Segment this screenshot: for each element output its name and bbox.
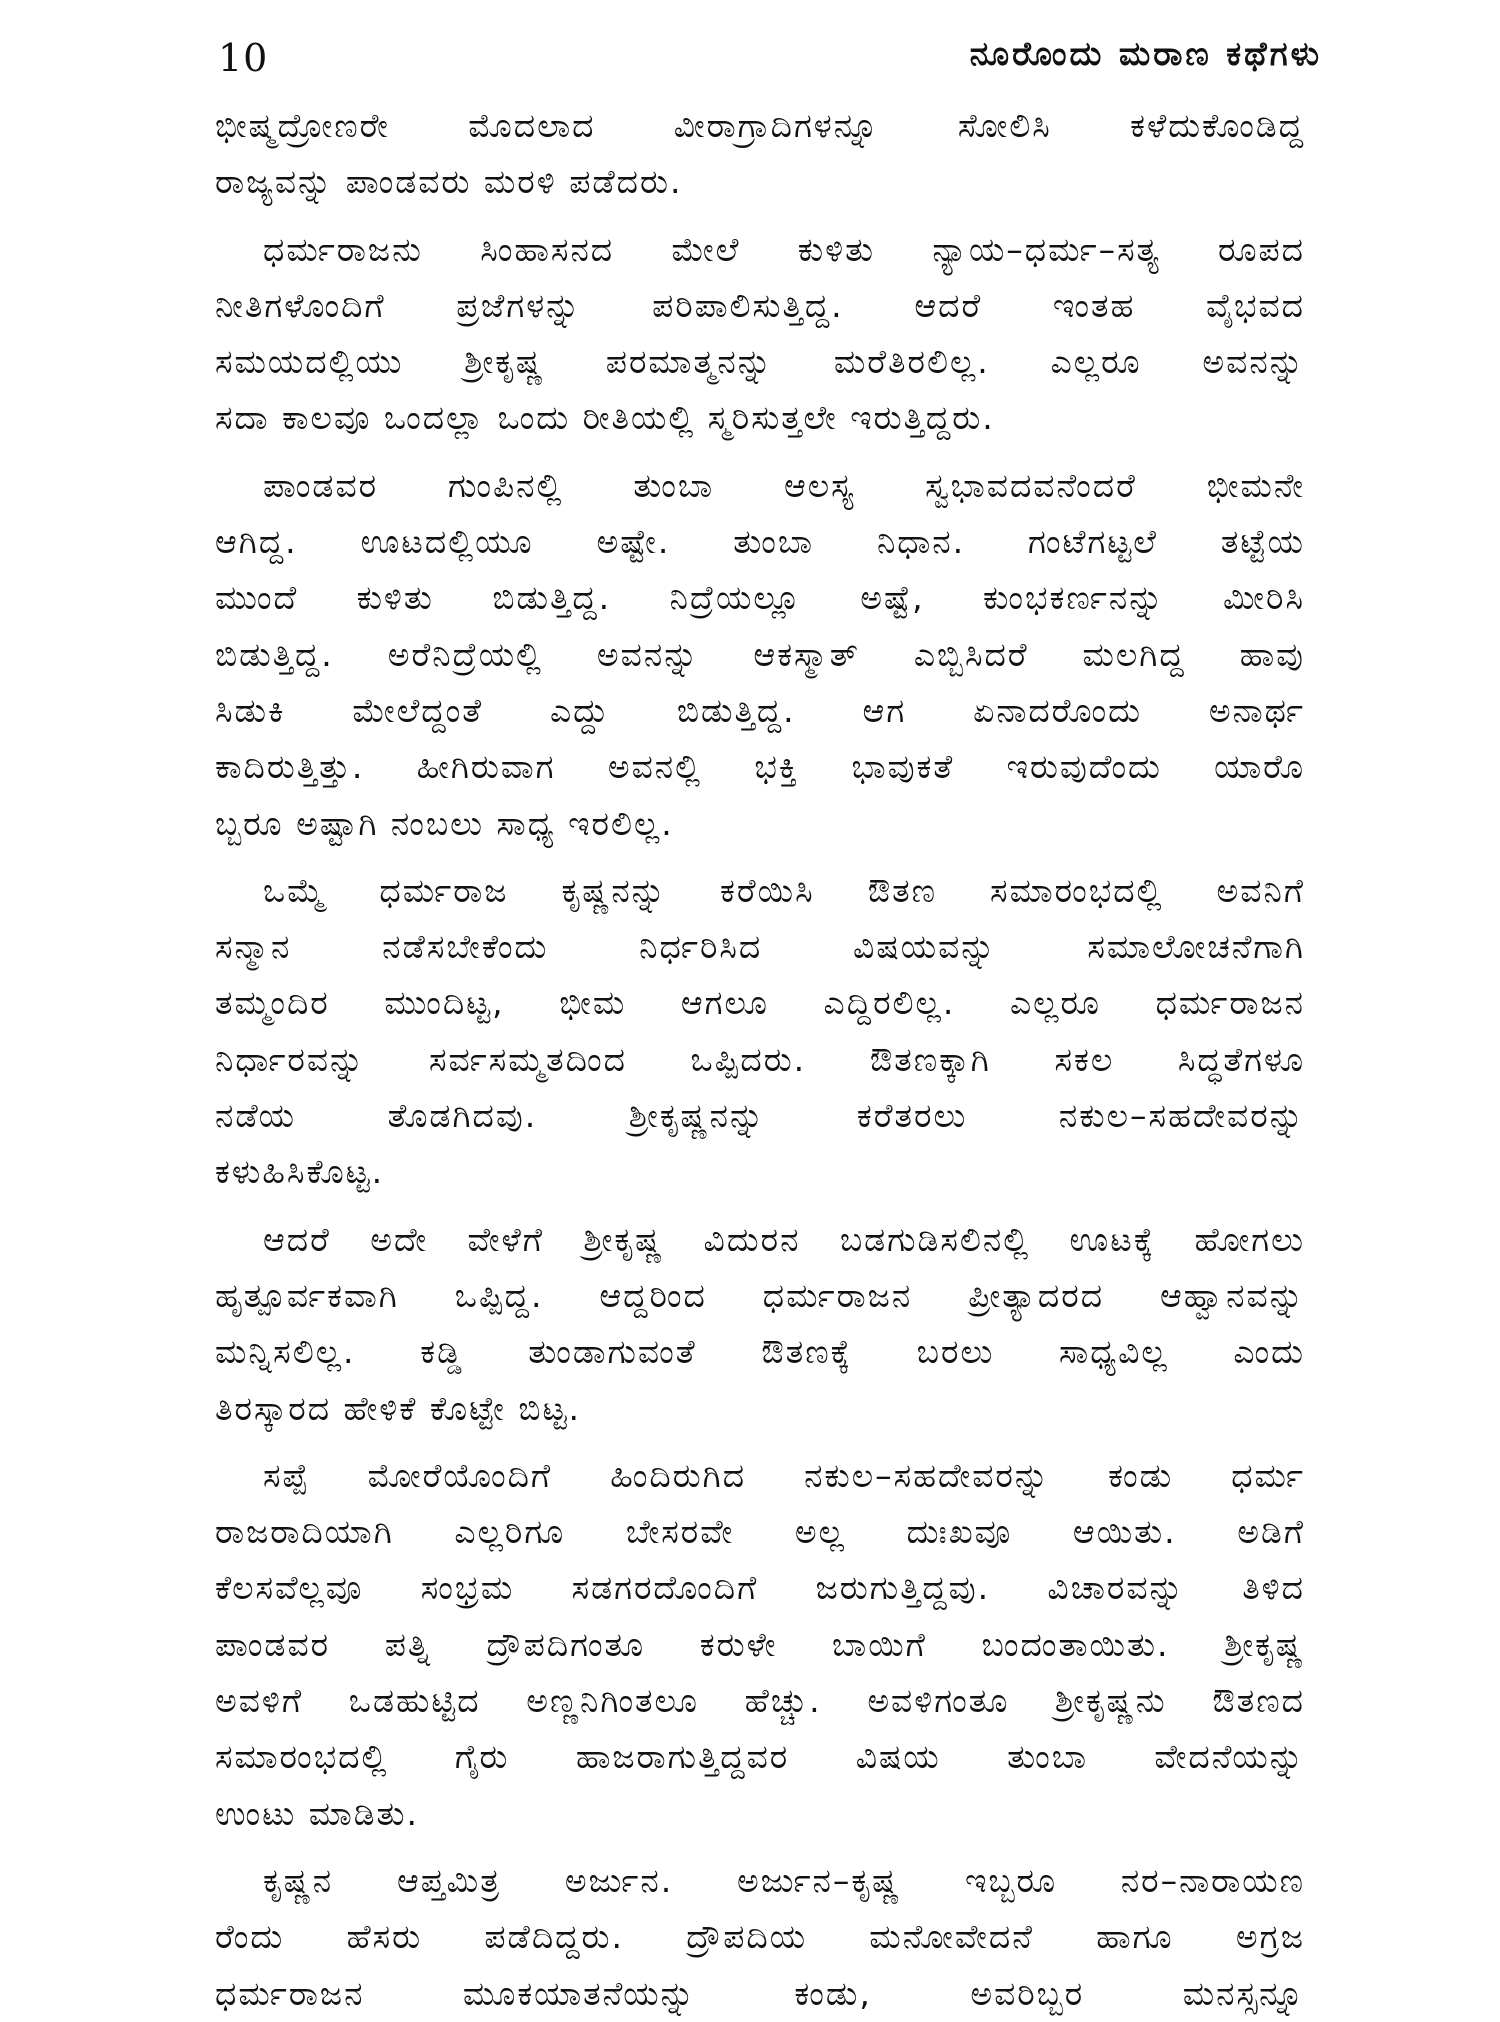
text-line: ಧರ್ಮರಾಜನ ಮೂಕಯಾತನೆಯನ್ನು ಕಂಡು, ಅವರಿಬ್ಬರ ಮನಸ್ಸನ್ನೂ (215, 1973, 1305, 2013)
text-line: ಕಳುಹಿಸಿಕೊಟ್ಟ. (215, 1152, 385, 1192)
body-text (215, 98, 1305, 2022)
running-title: ನೂರೊಂದು ಮರಾಣ ಕಥೆಗಳು (969, 34, 1322, 73)
text-line: ನಡೆಯ ತೊಡಗಿದವು. ಶ್ರೀಕೃಷ್ಣನನ್ನು ಕರೆತರಲು ನಕುಲ–ಸಹದೇವರನ್ನು (215, 1096, 1305, 1136)
text-line: ಸದಾ ಕಾಲವೂ ಒಂದಲ್ಲಾ ಒಂದು ರೀತಿಯಲ್ಲಿ ಸ್ಮರಿಸುತ್ತಲೇ ಇರುತ್ತಿದ್ದರು. (215, 398, 995, 438)
text-line: ಧರ್ಮರಾಜನು ಸಿಂಹಾಸನದ ಮೇಲೆ ಕುಳಿತು ನ್ಯಾಯ–ಧರ್ಮ–ಸತ್ಯ ರೂಪದ (263, 229, 1305, 269)
text-line: ತಿರಸ್ಕಾರದ ಹೇಳಿಕೆ ಕೊಟ್ಟೇ ಬಿಟ್ಟ. (215, 1388, 581, 1428)
text-line: ರೆಂದು ಹೆಸರು ಪಡೆದಿದ್ದರು. ದ್ರೌಪದಿಯ ಮನೋವೇದನೆ ಹಾಗೂ ಅಗ್ರಜ (215, 1917, 1305, 1957)
text-line: ಉಂಟು ಮಾಡಿತು. (215, 1793, 420, 1833)
text-line: ಸಮಯದಲ್ಲಿಯು ಶ್ರೀಕೃಷ್ಣ ಪರಮಾತ್ಮನನ್ನು ಮರೆತಿರಲಿಲ್ಲ. ಎಲ್ಲರೂ ಅವನನ್ನು (215, 342, 1305, 382)
text-line: ತಮ್ಮಂದಿರ ಮುಂದಿಟ್ಟ, ಭೀಮ ಆಗಲೂ ಎದ್ದಿರಲಿಲ್ಲ. ಎಲ್ಲರೂ ಧರ್ಮರಾಜನ (215, 983, 1305, 1023)
page-number: 10 (218, 36, 269, 80)
text-line: ಪಾಂಡವರ ಗುಂಪಿನಲ್ಲಿ ತುಂಬಾ ಆಲಸ್ಯ ಸ್ವಭಾವದವನೆಂದರೆ ಭೀಮನೇ (263, 465, 1305, 505)
text-line: ಪಾಂಡವರ ಪತ್ನಿ ದ್ರೌಪದಿಗಂತೂ ಕರುಳೇ ಬಾಯಿಗೆ ಬಂದಂತಾಯಿತು. ಶ್ರೀಕೃಷ್ಣ (215, 1624, 1305, 1664)
text-line: ಅವಳಿಗೆ ಒಡಹುಟ್ಟಿದ ಅಣ್ಣನಿಗಿಂತಲೂ ಹೆಚ್ಚು. ಅವಳಿಗಂತೂ ಶ್ರೀಕೃಷ್ಣನು ಔತಣದ (215, 1681, 1305, 1721)
text-line: ಭೀಷ್ಮದ್ರೋಣರೇ ಮೊದಲಾದ ವೀರಾಗ್ರಾದಿಗಳನ್ನೂ ಸೋಲಿಸಿ ಕಳೆದುಕೊಂಡಿದ್ದ (215, 106, 1305, 145)
text-line: ಆಗಿದ್ದ. ಊಟದಲ್ಲಿಯೂ ಅಷ್ಟೇ. ತುಂಬಾ ನಿಧಾನ. ಗಂಟೆಗಟ್ಟಲೆ ತಟ್ಟೆಯ (215, 522, 1305, 562)
text-line: ನಿರ್ಧಾರವನ್ನು ಸರ್ವಸಮ್ಮತದಿಂದ ಒಪ್ಪಿದರು. ಔತಣಕ್ಕಾಗಿ ಸಕಲ ಸಿದ್ಧತೆಗಳೂ (215, 1039, 1305, 1079)
text-line: ರಾಜರಾದಿಯಾಗಿ ಎಲ್ಲರಿಗೂ ಬೇಸರವೇ ಅಲ್ಲ ದುಃಖವೂ ಆಯಿತು. ಅಡಿಗೆ (215, 1512, 1305, 1552)
text-line: ರಾಜ್ಯವನ್ನು ಪಾಂಡವರು ಮರಳಿ ಪಡೆದರು. (215, 162, 683, 202)
text-line: ಒಮ್ಮೆ ಧರ್ಮರಾಜ ಕೃಷ್ಣನನ್ನು ಕರೆಯಿಸಿ ಔತಣ ಸಮಾರಂಭದಲ್ಲಿ ಅವನಿಗೆ (263, 870, 1305, 910)
text-line: ಕಾದಿರುತ್ತಿತ್ತು. ಹೀಗಿರುವಾಗ ಅವನಲ್ಲಿ ಭಕ್ತಿ ಭಾವುಕತೆ ಇರುವುದೆಂದು ಯಾರೊ (215, 747, 1305, 787)
text-line: ಕೆಲಸವೆಲ್ಲವೂ ಸಂಭ್ರಮ ಸಡಗರದೊಂದಿಗೆ ಜರುಗುತ್ತಿದ್ದವು. ವಿಚಾರವನ್ನು ತಿಳಿದ (215, 1568, 1305, 1608)
text-line: ಬಿಡುತ್ತಿದ್ದ. ಅರೆನಿದ್ರೆಯಲ್ಲಿ ಅವನನ್ನು ಆಕಸ್ಮಾತ್ ಎಬ್ಬಿಸಿದರೆ ಮಲಗಿದ್ದ ಹಾವು (215, 634, 1305, 674)
text-line: ಸಮಾರಂಭದಲ್ಲಿ ಗೈರು ಹಾಜರಾಗುತ್ತಿದ್ದವರ ವಿಷಯ ತುಂಬಾ ವೇದನೆಯನ್ನು (215, 1737, 1305, 1777)
text-line: ಬ್ಬರೂ ಅಷ್ಟಾಗಿ ನಂಬಲು ಸಾಧ್ಯ ಇರಲಿಲ್ಲ. (215, 803, 674, 843)
text-line: ನೀತಿಗಳೊಂದಿಗೆ ಪ್ರಜೆಗಳನ್ನು ಪರಿಪಾಲಿಸುತ್ತಿದ್ದ. ಆದರೆ ಇಂತಹ ವೈಭವದ (215, 285, 1305, 325)
text-line: ಸನ್ಮಾನ ನಡೆಸಬೇಕೆಂದು ನಿರ್ಧರಿಸಿದ ವಿಷಯವನ್ನು ಸಮಾಲೋಚನೆಗಾಗಿ (215, 927, 1305, 967)
text-line: ಹೃತ್ಪೂರ್ವಕವಾಗಿ ಒಪ್ಪಿದ್ದ. ಆದ್ದರಿಂದ ಧರ್ಮರಾಜನ ಪ್ರೀತ್ಯಾದರದ ಆಹ್ವಾನವನ್ನು (215, 1275, 1305, 1315)
text-line: ಕೃಷ್ಣನ ಆಪ್ತಮಿತ್ರ ಅರ್ಜುನ. ಅರ್ಜುನ–ಕೃಷ್ಣ ಇಬ್ಬರೂ ನರ–ನಾರಾಯಣ (263, 1860, 1305, 1900)
text-line: ಸಪ್ಪೆ ಮೋರೆಯೊಂದಿಗೆ ಹಿಂದಿರುಗಿದ ನಕುಲ–ಸಹದೇವರನ್ನು ಕಂಡು ಧರ್ಮ (263, 1455, 1305, 1495)
text-line: ಮುಂದೆ ಕುಳಿತು ಬಿಡುತ್ತಿದ್ದ. ನಿದ್ರೆಯಲ್ಲೂ ಅಷ್ಟೆ, ಕುಂಭಕರ್ಣನನ್ನು ಮೀರಿಸಿ (215, 578, 1305, 618)
text-line: ಮನ್ನಿಸಲಿಲ್ಲ. ಕಡ್ಡಿ ತುಂಡಾಗುವಂತೆ ಔತಣಕ್ಕೆ ಬರಲು ಸಾಧ್ಯವಿಲ್ಲ ಎಂದು (215, 1332, 1305, 1372)
text-line: ಆದರೆ ಅದೇ ವೇಳೆಗೆ ಶ್ರೀಕೃಷ್ಣ ವಿದುರನ ಬಡಗುಡಿಸಲಿನಲ್ಲಿ ಊಟಕ್ಕೆ ಹೋಗಲು (263, 1219, 1305, 1259)
text-line: ಸಿಡುಕಿ ಮೇಲೆದ್ದಂತೆ ಎದ್ದು ಬಿಡುತ್ತಿದ್ದ. ಆಗ ಏನಾದರೊಂದು ಅನಾರ್ಥ (215, 690, 1305, 730)
